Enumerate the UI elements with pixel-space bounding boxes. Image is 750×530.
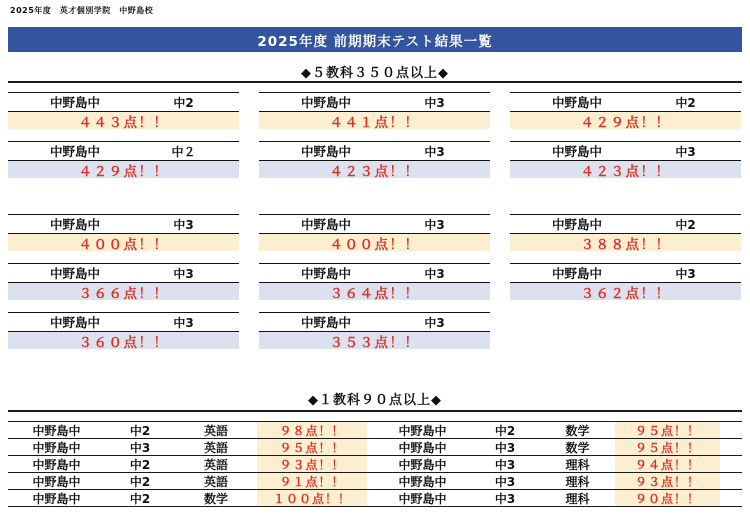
score-row bbox=[510, 112, 741, 129]
card-row bbox=[8, 214, 742, 251]
score-value: ９４点！！ bbox=[615, 456, 720, 472]
score-value: ３８８点！！ bbox=[580, 236, 671, 253]
subject-label: 数学 bbox=[203, 491, 228, 506]
result-card bbox=[259, 141, 490, 178]
card-slot bbox=[510, 263, 741, 300]
score-value: ４００点！！ bbox=[78, 236, 169, 253]
score-row bbox=[259, 234, 490, 251]
subject-label: 英語 bbox=[203, 440, 228, 455]
result-card bbox=[8, 141, 239, 178]
score-value: ３６４点！！ bbox=[329, 285, 420, 302]
card-slot bbox=[510, 141, 741, 178]
result-card bbox=[8, 263, 239, 300]
score-value: １００点！！ bbox=[257, 490, 367, 506]
subject-label: 数学 bbox=[565, 440, 590, 455]
card-row bbox=[8, 92, 742, 129]
score-value: ４４１点！！ bbox=[329, 114, 420, 131]
title-banner bbox=[8, 27, 742, 52]
grade-label: 中2 bbox=[675, 217, 696, 232]
school-name: 中野島中 bbox=[49, 266, 100, 281]
card-group bbox=[8, 92, 742, 178]
school-name: 中野島中 bbox=[398, 440, 447, 455]
score-row bbox=[8, 283, 239, 300]
heading-divider bbox=[8, 410, 742, 412]
grade-label: 中3 bbox=[424, 217, 445, 232]
column-spacer bbox=[367, 439, 375, 455]
card-slot bbox=[259, 312, 490, 349]
row-tail bbox=[720, 490, 742, 506]
school-name: 中野島中 bbox=[49, 315, 100, 330]
score-row bbox=[8, 112, 239, 129]
school-name: 中野島中 bbox=[551, 266, 602, 281]
grade-label: 中3 bbox=[173, 266, 194, 281]
score-value: ３６２点！！ bbox=[580, 285, 671, 302]
result-card bbox=[259, 312, 490, 349]
score-row bbox=[259, 112, 490, 129]
school-name: 中野島中 bbox=[398, 457, 447, 472]
card-name-row bbox=[8, 263, 239, 283]
heading-divider bbox=[8, 81, 742, 83]
column-spacer bbox=[367, 456, 375, 472]
result-card bbox=[259, 92, 490, 129]
card-name-row bbox=[259, 312, 490, 332]
table-row bbox=[8, 421, 742, 439]
score-row bbox=[259, 161, 490, 178]
result-card bbox=[510, 263, 741, 300]
page-title: 2025年度 前期期末テスト結果一覧 bbox=[257, 33, 493, 50]
school-name: 中野島中 bbox=[551, 217, 602, 232]
table-row bbox=[8, 490, 742, 507]
grade-label: 中2 bbox=[129, 423, 151, 438]
subject-label: 理科 bbox=[565, 491, 590, 506]
subject-label: 理科 bbox=[565, 457, 590, 472]
score-value: ４４３点！！ bbox=[78, 114, 169, 131]
school-name: 中野島中 bbox=[49, 217, 100, 232]
grade-label: 中2 bbox=[129, 457, 151, 472]
school-name: 中野島中 bbox=[32, 423, 81, 438]
school-name: 中野島中 bbox=[300, 315, 351, 330]
card-slot bbox=[510, 92, 741, 129]
school-name: 中野島中 bbox=[32, 440, 81, 455]
card-name-row bbox=[510, 141, 741, 161]
result-card bbox=[259, 263, 490, 300]
school-name: 中野島中 bbox=[32, 457, 81, 472]
single-subject-table bbox=[8, 421, 742, 507]
subject-label: 英語 bbox=[203, 423, 228, 438]
grade-label: 中3 bbox=[173, 217, 194, 232]
score-row bbox=[259, 332, 490, 349]
grade-label: 中2 bbox=[494, 423, 516, 438]
score-value: ９３点！！ bbox=[615, 473, 720, 489]
card-row bbox=[8, 312, 742, 349]
score-row bbox=[8, 332, 239, 349]
subject-label: 英語 bbox=[203, 474, 228, 489]
score-value: ９３点！！ bbox=[257, 456, 367, 472]
card-slot bbox=[8, 263, 239, 300]
grade-label: 中3 bbox=[675, 266, 696, 281]
school-name: 中野島中 bbox=[300, 95, 351, 110]
row-tail bbox=[720, 456, 742, 472]
score-row bbox=[510, 234, 741, 251]
card-name-row bbox=[8, 92, 239, 112]
grade-label: 中2 bbox=[173, 95, 194, 110]
card-name-row bbox=[259, 141, 490, 161]
grade-label: 中3 bbox=[424, 266, 445, 281]
score-value: ３６６点！！ bbox=[78, 285, 169, 302]
result-card bbox=[510, 214, 741, 251]
school-name: 中野島中 bbox=[398, 474, 447, 489]
score-value: ９１点！！ bbox=[257, 473, 367, 489]
row-tail bbox=[720, 473, 742, 489]
score-value: ４００点！！ bbox=[329, 236, 420, 253]
result-card bbox=[510, 92, 741, 129]
score-row bbox=[510, 161, 741, 178]
grade-label: 中3 bbox=[494, 474, 516, 489]
school-name: 中野島中 bbox=[300, 217, 351, 232]
card-name-row bbox=[259, 92, 490, 112]
result-card bbox=[8, 214, 239, 251]
grade-label: 中3 bbox=[494, 491, 516, 506]
grade-label: 中2 bbox=[129, 491, 151, 506]
school-name: 中野島中 bbox=[32, 491, 81, 506]
grade-label: 中3 bbox=[173, 315, 194, 330]
five-subject-heading: ◆５教科３５０点以上◆ bbox=[301, 66, 449, 81]
card-name-row bbox=[259, 214, 490, 234]
score-value: ９８点！！ bbox=[257, 422, 367, 438]
result-card bbox=[8, 312, 239, 349]
table-row bbox=[8, 456, 742, 473]
school-name: 中野島中 bbox=[32, 474, 81, 489]
score-value: ３６０点！！ bbox=[78, 334, 169, 351]
grade-label: 中3 bbox=[675, 144, 696, 159]
card-name-row bbox=[510, 92, 741, 112]
card-slot bbox=[259, 92, 490, 129]
row-tail bbox=[720, 422, 742, 438]
school-name: 中野島中 bbox=[551, 95, 602, 110]
score-value: ４２３点！！ bbox=[580, 163, 671, 180]
score-row bbox=[510, 283, 741, 300]
card-slot bbox=[259, 141, 490, 178]
card-name-row bbox=[8, 141, 239, 161]
school-name: 中野島中 bbox=[398, 423, 447, 438]
card-slot bbox=[8, 92, 239, 129]
result-card bbox=[8, 92, 239, 129]
grade-label: 中2 bbox=[129, 474, 151, 489]
grade-label: 中3 bbox=[424, 95, 445, 110]
score-value: ３５３点！！ bbox=[329, 334, 420, 351]
grade-label: 中3 bbox=[494, 457, 516, 472]
card-slot bbox=[510, 214, 741, 251]
column-spacer bbox=[367, 422, 375, 438]
grade-label: 中3 bbox=[424, 144, 445, 159]
grade-label: 中3 bbox=[494, 440, 516, 455]
score-value: ４２９点！！ bbox=[580, 114, 671, 131]
score-value: ４２３点！！ bbox=[329, 163, 420, 180]
card-row bbox=[8, 141, 742, 178]
row-tail bbox=[720, 439, 742, 455]
grade-label: 中２ bbox=[171, 144, 196, 159]
grade-label: 中3 bbox=[129, 440, 151, 455]
school-name: 中野島中 bbox=[398, 491, 447, 506]
score-row bbox=[259, 283, 490, 300]
score-row bbox=[8, 161, 239, 178]
school-name: 中野島中 bbox=[300, 266, 351, 281]
subject-label: 英語 bbox=[203, 457, 228, 472]
score-value: ４２９点！！ bbox=[78, 163, 169, 180]
card-row bbox=[8, 263, 742, 300]
score-value: ９５点！！ bbox=[615, 422, 720, 438]
single-subject-heading: ◆１教科９０点以上◆ bbox=[308, 393, 442, 408]
school-name: 中野島中 bbox=[551, 144, 602, 159]
card-name-row bbox=[510, 263, 741, 283]
five-subject-groups bbox=[8, 92, 742, 361]
card-name-row bbox=[259, 263, 490, 283]
card-slot bbox=[8, 312, 239, 349]
result-card bbox=[510, 141, 741, 178]
card-slot bbox=[8, 214, 239, 251]
school-name: 中野島中 bbox=[49, 144, 100, 159]
school-name: 中野島中 bbox=[49, 95, 100, 110]
table-row bbox=[8, 473, 742, 490]
column-spacer bbox=[367, 490, 375, 506]
score-value: ９５点！！ bbox=[615, 439, 720, 455]
card-group bbox=[8, 214, 742, 349]
subject-label: 理科 bbox=[565, 474, 590, 489]
card-slot bbox=[8, 141, 239, 178]
card-slot bbox=[259, 214, 490, 251]
card-slot bbox=[259, 263, 490, 300]
card-name-row bbox=[510, 214, 741, 234]
grade-label: 中2 bbox=[675, 95, 696, 110]
score-value: ９０点！！ bbox=[615, 490, 720, 506]
card-slot bbox=[510, 312, 741, 349]
school-header-label: 2025年度 英才個別学院 中野島校 bbox=[10, 6, 154, 15]
score-value: ９５点！！ bbox=[257, 439, 367, 455]
result-card bbox=[259, 214, 490, 251]
card-name-row bbox=[8, 312, 239, 332]
card-name-row bbox=[8, 214, 239, 234]
column-spacer bbox=[367, 473, 375, 489]
grade-label: 中3 bbox=[424, 315, 445, 330]
subject-label: 数学 bbox=[565, 423, 590, 438]
score-row bbox=[8, 234, 239, 251]
table-row bbox=[8, 439, 742, 456]
school-name: 中野島中 bbox=[300, 144, 351, 159]
